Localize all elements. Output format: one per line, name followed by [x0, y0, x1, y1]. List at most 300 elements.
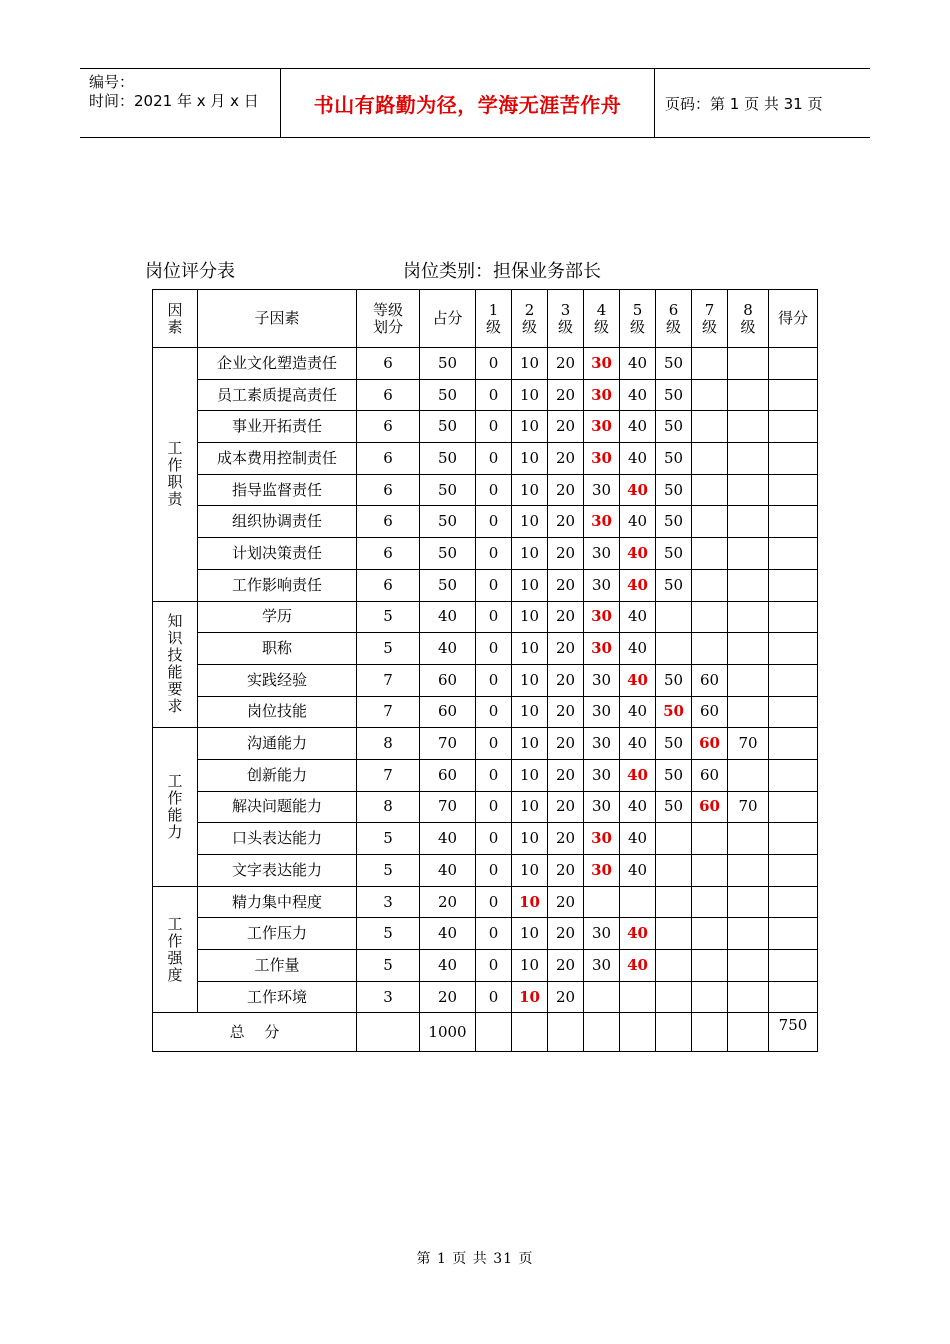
table-row — [153, 569, 818, 601]
weight-cell: 50 — [420, 569, 476, 601]
level-cell — [584, 886, 620, 918]
table-row — [153, 443, 818, 475]
grade-division-cell: 5 — [357, 950, 420, 982]
grade-division-cell: 6 — [357, 379, 420, 411]
level-cell: 0 — [476, 950, 512, 982]
level-cell: 50 — [656, 664, 692, 696]
level-cell: 0 — [476, 474, 512, 506]
level-cell — [656, 981, 692, 1013]
document-number-label: 编号： — [89, 73, 135, 91]
score-cell — [769, 823, 818, 855]
header-weight: 占分 — [420, 290, 476, 348]
level-cell-selected: 40 — [620, 759, 656, 791]
grade-division-cell: 6 — [357, 348, 420, 380]
header-grade-division: 等级划分 — [357, 290, 420, 348]
level-cell-selected: 60 — [692, 791, 728, 823]
subfactor-cell: 组织协调责任 — [198, 506, 357, 538]
header-score: 得分 — [769, 290, 818, 348]
header-level-8: 8 级 — [728, 290, 769, 348]
level-cell — [728, 348, 769, 380]
grade-division-cell: 6 — [357, 569, 420, 601]
score-cell — [769, 633, 818, 665]
total-score: 750 — [769, 1013, 818, 1052]
level-cell-selected: 30 — [584, 379, 620, 411]
level-cell-selected: 50 — [656, 696, 692, 728]
table-row — [153, 411, 818, 443]
level-cell — [656, 886, 692, 918]
level-cell-selected: 30 — [584, 411, 620, 443]
score-cell — [769, 569, 818, 601]
level-cell: 10 — [512, 633, 548, 665]
level-cell — [692, 411, 728, 443]
weight-cell: 50 — [420, 443, 476, 475]
level-cell: 20 — [548, 569, 584, 601]
table-row — [153, 633, 818, 665]
level-cell — [656, 633, 692, 665]
level-cell — [656, 918, 692, 950]
header-level-3: 3 级 — [548, 290, 584, 348]
level-cell: 10 — [512, 823, 548, 855]
score-cell — [769, 664, 818, 696]
level-cell: 30 — [584, 696, 620, 728]
level-cell-selected: 10 — [512, 981, 548, 1013]
subfactor-cell: 工作环境 — [198, 981, 357, 1013]
weight-cell: 20 — [420, 886, 476, 918]
level-cell: 40 — [620, 823, 656, 855]
level-cell: 40 — [620, 633, 656, 665]
level-cell: 30 — [584, 728, 620, 760]
subfactor-cell: 职称 — [198, 633, 357, 665]
level-cell: 20 — [548, 538, 584, 570]
level-cell: 0 — [476, 759, 512, 791]
header-level-1: 1 级 — [476, 290, 512, 348]
level-cell — [728, 664, 769, 696]
level-cell-selected: 30 — [584, 506, 620, 538]
level-cell: 0 — [476, 791, 512, 823]
level-cell: 40 — [620, 696, 656, 728]
header-page-info: 页码：第 1 页 共 31 页 — [665, 94, 823, 113]
level-cell-selected: 30 — [584, 855, 620, 887]
weight-cell: 50 — [420, 538, 476, 570]
subfactor-cell: 工作影响责任 — [198, 569, 357, 601]
level-cell: 0 — [476, 981, 512, 1013]
weight-cell: 50 — [420, 506, 476, 538]
level-cell — [728, 823, 769, 855]
score-cell — [769, 981, 818, 1013]
level-cell-selected: 40 — [620, 569, 656, 601]
total-level-cell — [692, 1013, 728, 1052]
level-cell — [692, 443, 728, 475]
level-cell: 30 — [584, 538, 620, 570]
level-cell: 50 — [656, 728, 692, 760]
level-cell: 0 — [476, 886, 512, 918]
level-cell: 10 — [512, 696, 548, 728]
level-cell: 20 — [548, 474, 584, 506]
level-cell — [692, 538, 728, 570]
grade-division-cell: 7 — [357, 759, 420, 791]
level-cell — [692, 981, 728, 1013]
header-level-2: 2 级 — [512, 290, 548, 348]
grade-division-cell: 6 — [357, 411, 420, 443]
table-row — [153, 981, 818, 1013]
level-cell — [692, 379, 728, 411]
total-grade-division — [357, 1013, 420, 1052]
level-cell — [620, 981, 656, 1013]
level-cell-selected: 40 — [620, 474, 656, 506]
level-cell: 50 — [656, 759, 692, 791]
level-cell: 0 — [476, 918, 512, 950]
grade-division-cell: 3 — [357, 886, 420, 918]
level-cell-selected: 30 — [584, 633, 620, 665]
level-cell: 40 — [620, 443, 656, 475]
level-cell: 0 — [476, 411, 512, 443]
level-cell — [728, 506, 769, 538]
level-cell: 20 — [548, 918, 584, 950]
header-subfactor: 子因素 — [198, 290, 357, 348]
level-cell: 20 — [548, 886, 584, 918]
grade-division-cell: 8 — [357, 791, 420, 823]
level-cell — [728, 633, 769, 665]
level-cell: 50 — [656, 538, 692, 570]
weight-cell: 70 — [420, 728, 476, 760]
score-cell — [769, 538, 818, 570]
level-cell: 20 — [548, 981, 584, 1013]
level-cell: 60 — [692, 664, 728, 696]
factor-cell: 知识技能要求 — [153, 601, 198, 728]
level-cell: 0 — [476, 728, 512, 760]
grade-division-cell: 6 — [357, 443, 420, 475]
level-cell — [728, 379, 769, 411]
level-cell: 20 — [548, 823, 584, 855]
table-row — [153, 474, 818, 506]
level-cell — [728, 411, 769, 443]
subfactor-cell: 成本费用控制责任 — [198, 443, 357, 475]
total-level-cell — [728, 1013, 769, 1052]
level-cell — [584, 981, 620, 1013]
level-cell: 20 — [548, 855, 584, 887]
level-cell: 40 — [620, 791, 656, 823]
level-cell: 20 — [548, 759, 584, 791]
level-cell-selected: 30 — [584, 348, 620, 380]
level-cell-selected: 30 — [584, 443, 620, 475]
subfactor-cell: 工作量 — [198, 950, 357, 982]
total-label: 总 分 — [153, 1013, 357, 1052]
level-cell: 0 — [476, 664, 512, 696]
weight-cell: 50 — [420, 379, 476, 411]
score-cell — [769, 855, 818, 887]
document-header — [80, 68, 870, 138]
table-row — [153, 855, 818, 887]
level-cell: 30 — [584, 474, 620, 506]
level-cell: 20 — [548, 791, 584, 823]
level-cell: 0 — [476, 569, 512, 601]
level-cell — [728, 474, 769, 506]
subfactor-cell: 精力集中程度 — [198, 886, 357, 918]
level-cell — [728, 443, 769, 475]
level-cell — [692, 855, 728, 887]
level-cell: 20 — [548, 950, 584, 982]
level-cell: 10 — [512, 728, 548, 760]
subfactor-cell: 沟通能力 — [198, 728, 357, 760]
score-cell — [769, 759, 818, 791]
weight-cell: 20 — [420, 981, 476, 1013]
level-cell — [728, 918, 769, 950]
level-cell: 0 — [476, 379, 512, 411]
factor-cell: 工作能力 — [153, 728, 198, 886]
level-cell: 0 — [476, 443, 512, 475]
level-cell: 10 — [512, 759, 548, 791]
level-cell — [620, 886, 656, 918]
grade-division-cell: 3 — [357, 981, 420, 1013]
level-cell: 60 — [692, 696, 728, 728]
level-cell: 40 — [620, 379, 656, 411]
level-cell-selected: 60 — [692, 728, 728, 760]
level-cell — [728, 981, 769, 1013]
level-cell: 30 — [584, 569, 620, 601]
level-cell: 10 — [512, 411, 548, 443]
weight-cell: 40 — [420, 823, 476, 855]
level-cell: 30 — [584, 759, 620, 791]
level-cell: 50 — [656, 506, 692, 538]
document-date: 时间：2021 年 x 月 x 日 — [89, 92, 259, 110]
level-cell: 20 — [548, 506, 584, 538]
level-cell: 50 — [656, 791, 692, 823]
level-cell — [656, 855, 692, 887]
level-cell: 0 — [476, 633, 512, 665]
level-cell — [656, 823, 692, 855]
level-cell-selected: 40 — [620, 918, 656, 950]
header-factor: 因素 — [153, 290, 198, 348]
level-cell — [728, 538, 769, 570]
level-cell: 10 — [512, 348, 548, 380]
weight-cell: 60 — [420, 696, 476, 728]
level-cell — [692, 918, 728, 950]
subfactor-cell: 文字表达能力 — [198, 855, 357, 887]
total-level-cell — [656, 1013, 692, 1052]
score-cell — [769, 728, 818, 760]
table-row — [153, 886, 818, 918]
level-cell: 20 — [548, 411, 584, 443]
table-row — [153, 791, 818, 823]
grade-division-cell: 6 — [357, 506, 420, 538]
position-category: 岗位类别：担保业务部长 — [403, 261, 601, 282]
level-cell: 40 — [620, 506, 656, 538]
level-cell — [692, 348, 728, 380]
weight-cell: 60 — [420, 759, 476, 791]
level-cell-selected: 40 — [620, 538, 656, 570]
weight-cell: 40 — [420, 855, 476, 887]
level-cell-selected: 40 — [620, 950, 656, 982]
level-cell: 0 — [476, 823, 512, 855]
level-cell: 50 — [656, 411, 692, 443]
header-motto: 书山有路勤为径，学海无涯苦作舟 — [281, 69, 655, 137]
level-cell: 10 — [512, 950, 548, 982]
level-cell: 20 — [548, 601, 584, 633]
level-cell: 10 — [512, 506, 548, 538]
table-title: 岗位评分表 — [145, 261, 235, 282]
level-cell-selected: 30 — [584, 823, 620, 855]
level-cell: 10 — [512, 601, 548, 633]
weight-cell: 50 — [420, 474, 476, 506]
table-row — [153, 601, 818, 633]
level-cell: 10 — [512, 664, 548, 696]
header-level-5: 5 级 — [620, 290, 656, 348]
level-cell: 40 — [620, 728, 656, 760]
score-cell — [769, 791, 818, 823]
subfactor-cell: 指导监督责任 — [198, 474, 357, 506]
weight-cell: 70 — [420, 791, 476, 823]
table-row — [153, 664, 818, 696]
level-cell: 20 — [548, 379, 584, 411]
level-cell — [728, 601, 769, 633]
level-cell: 10 — [512, 918, 548, 950]
level-cell: 10 — [512, 569, 548, 601]
table-row — [153, 823, 818, 855]
table-row — [153, 728, 818, 760]
level-cell: 20 — [548, 348, 584, 380]
grade-division-cell: 6 — [357, 474, 420, 506]
level-cell: 60 — [692, 759, 728, 791]
level-cell — [728, 950, 769, 982]
grade-division-cell: 6 — [357, 538, 420, 570]
level-cell — [692, 633, 728, 665]
level-cell — [728, 759, 769, 791]
level-cell — [692, 474, 728, 506]
level-cell: 50 — [656, 474, 692, 506]
level-cell: 0 — [476, 348, 512, 380]
total-level-cell — [476, 1013, 512, 1052]
level-cell: 0 — [476, 538, 512, 570]
level-cell — [692, 569, 728, 601]
level-cell: 50 — [656, 379, 692, 411]
grade-division-cell: 8 — [357, 728, 420, 760]
subfactor-cell: 创新能力 — [198, 759, 357, 791]
level-cell — [692, 950, 728, 982]
level-cell: 20 — [548, 633, 584, 665]
weight-cell: 40 — [420, 918, 476, 950]
level-cell — [656, 601, 692, 633]
level-cell: 40 — [620, 855, 656, 887]
total-row — [153, 1013, 818, 1052]
total-level-cell — [512, 1013, 548, 1052]
level-cell-selected: 10 — [512, 886, 548, 918]
header-level-7: 7 级 — [692, 290, 728, 348]
level-cell: 50 — [656, 569, 692, 601]
level-cell — [728, 696, 769, 728]
level-cell: 20 — [548, 728, 584, 760]
table-row — [153, 348, 818, 380]
subfactor-cell: 学历 — [198, 601, 357, 633]
level-cell: 10 — [512, 791, 548, 823]
level-cell: 10 — [512, 443, 548, 475]
header-level-4: 4 级 — [584, 290, 620, 348]
total-level-cell — [584, 1013, 620, 1052]
level-cell: 30 — [584, 918, 620, 950]
level-cell: 50 — [656, 443, 692, 475]
score-cell — [769, 474, 818, 506]
score-cell — [769, 886, 818, 918]
level-cell: 40 — [620, 601, 656, 633]
table-row — [153, 950, 818, 982]
weight-cell: 40 — [420, 633, 476, 665]
level-cell: 10 — [512, 855, 548, 887]
level-cell-selected: 30 — [584, 601, 620, 633]
level-cell: 70 — [728, 791, 769, 823]
weight-cell: 40 — [420, 601, 476, 633]
table-row — [153, 506, 818, 538]
weight-cell: 60 — [420, 664, 476, 696]
score-cell — [769, 348, 818, 380]
subfactor-cell: 企业文化塑造责任 — [198, 348, 357, 380]
subfactor-cell: 岗位技能 — [198, 696, 357, 728]
weight-cell: 50 — [420, 348, 476, 380]
level-cell: 0 — [476, 601, 512, 633]
level-cell: 10 — [512, 538, 548, 570]
level-cell: 20 — [548, 696, 584, 728]
grade-division-cell: 5 — [357, 855, 420, 887]
grade-division-cell: 5 — [357, 601, 420, 633]
table-row — [153, 696, 818, 728]
level-cell: 30 — [584, 950, 620, 982]
score-cell — [769, 379, 818, 411]
level-cell — [728, 569, 769, 601]
table-row — [153, 918, 818, 950]
grade-division-cell: 7 — [357, 664, 420, 696]
subfactor-cell: 工作压力 — [198, 918, 357, 950]
score-cell — [769, 411, 818, 443]
level-cell — [728, 855, 769, 887]
level-cell: 40 — [620, 348, 656, 380]
level-cell — [728, 886, 769, 918]
level-cell — [692, 886, 728, 918]
level-cell: 20 — [548, 664, 584, 696]
total-level-cell — [620, 1013, 656, 1052]
level-cell: 10 — [512, 474, 548, 506]
subfactor-cell: 实践经验 — [198, 664, 357, 696]
level-cell — [692, 506, 728, 538]
level-cell: 40 — [620, 411, 656, 443]
table-row — [153, 538, 818, 570]
weight-cell: 40 — [420, 950, 476, 982]
level-cell: 0 — [476, 855, 512, 887]
subfactor-cell: 解决问题能力 — [198, 791, 357, 823]
level-cell-selected: 40 — [620, 664, 656, 696]
score-cell — [769, 918, 818, 950]
job-evaluation-table — [152, 289, 818, 1052]
level-cell: 30 — [584, 791, 620, 823]
grade-division-cell: 5 — [357, 633, 420, 665]
grade-division-cell: 5 — [357, 918, 420, 950]
subfactor-cell: 员工素质提高责任 — [198, 379, 357, 411]
subfactor-cell: 口头表达能力 — [198, 823, 357, 855]
level-cell: 0 — [476, 696, 512, 728]
total-level-cell — [548, 1013, 584, 1052]
score-cell — [769, 506, 818, 538]
level-cell: 50 — [656, 348, 692, 380]
total-points: 1000 — [420, 1013, 476, 1052]
factor-cell: 工作强度 — [153, 886, 198, 1013]
subfactor-cell: 事业开拓责任 — [198, 411, 357, 443]
level-cell — [656, 950, 692, 982]
level-cell: 30 — [584, 664, 620, 696]
grade-division-cell: 5 — [357, 823, 420, 855]
score-cell — [769, 601, 818, 633]
score-cell — [769, 696, 818, 728]
level-cell: 10 — [512, 379, 548, 411]
level-cell: 0 — [476, 506, 512, 538]
score-cell — [769, 443, 818, 475]
header-meta — [80, 69, 281, 137]
